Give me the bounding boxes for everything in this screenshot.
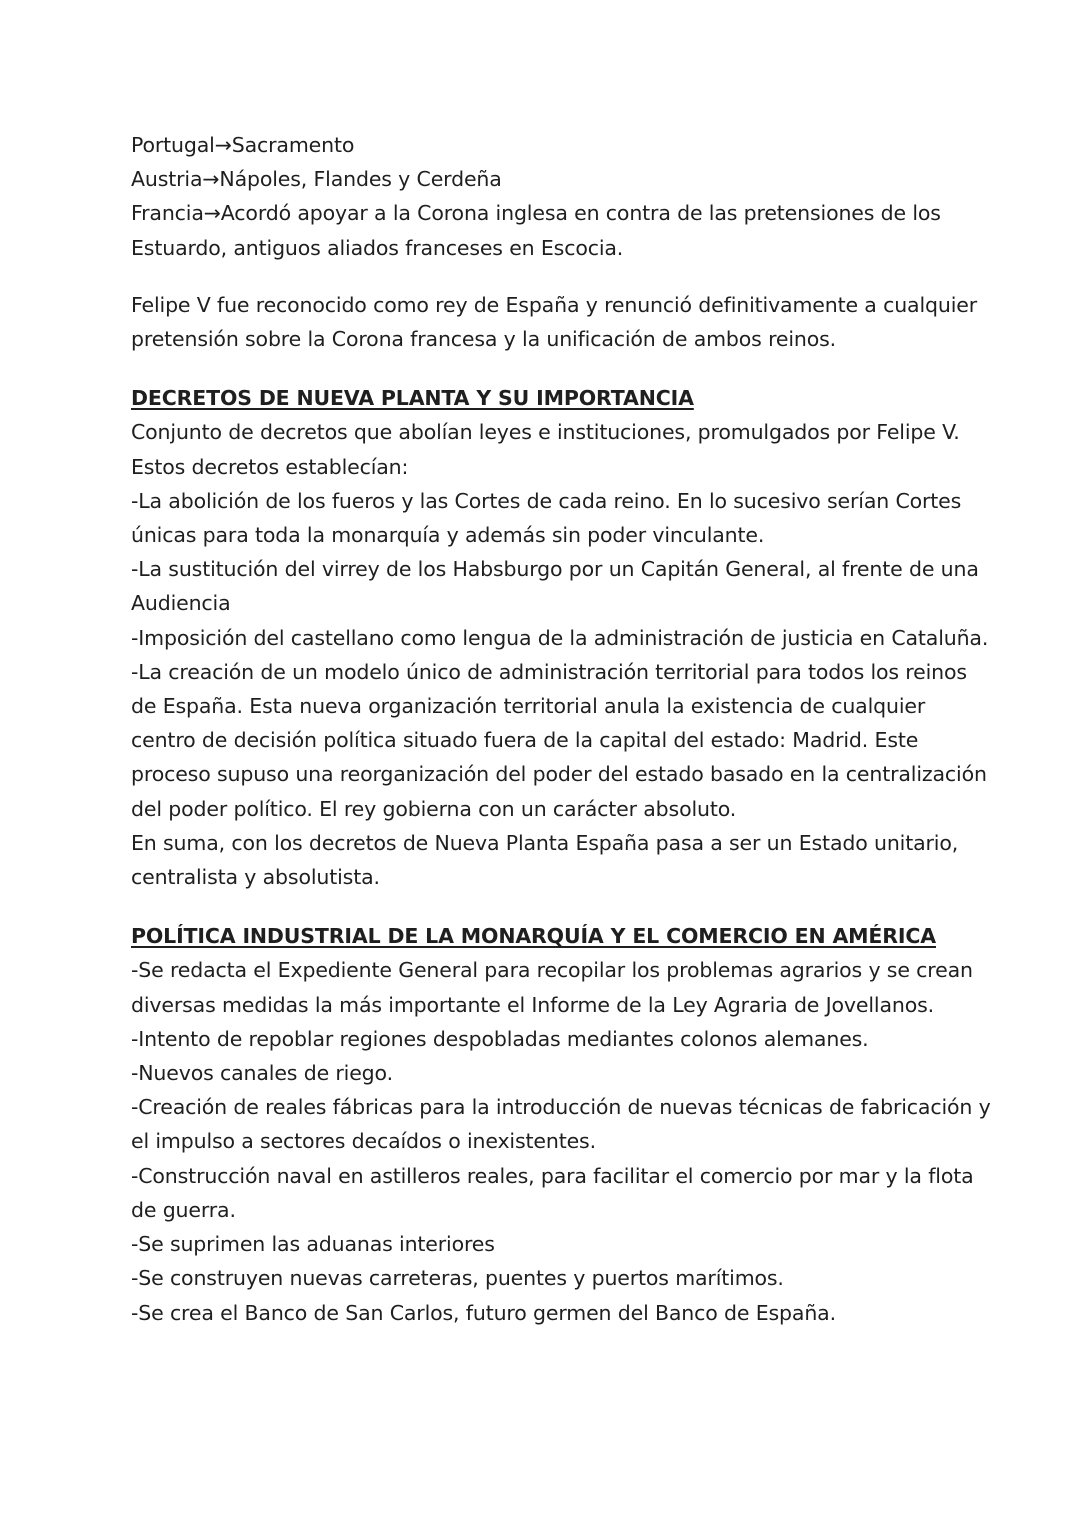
document-page	[131, 128, 991, 1330]
section-heading-politica: POLÍTICA INDUSTRIAL DE LA MONARQUÍA Y EL COMERCIO EN AMÉRICA	[131, 924, 937, 949]
body-line: -Intento de repoblar regiones despobladas mediantes colonos alemanes.	[131, 1026, 869, 1051]
body-line: únicas para toda la monarquía y además sin poder vinculante.	[131, 523, 765, 548]
paragraph-line: Felipe V fue reconocido como rey de España y renunció definitivamente a cualquier	[131, 292, 977, 317]
body-line: Audiencia	[131, 591, 231, 616]
section-heading-decretos: DECRETOS DE NUEVA PLANTA Y SU IMPORTANCIA	[131, 386, 694, 411]
treaty-list	[131, 128, 961, 265]
body-line: proceso supuso una reorganización del poder del estado basado en la centralización	[131, 762, 987, 787]
section-decretos	[131, 381, 989, 894]
body-line: -Creación de reales fábricas para la introducción de nuevas técnicas de fabricación y	[131, 1095, 991, 1120]
body-line: del poder político. El rey gobierna con un carácter absoluto.	[131, 796, 737, 821]
body-line: el impulso a sectores decaídos o inexistentes.	[131, 1129, 596, 1154]
body-line: -Se construyen nuevas carreteras, puentes y puertos marítimos.	[131, 1266, 784, 1291]
body-line: diversas medidas la más importante el Informe de la Ley Agraria de Jovellanos.	[131, 992, 935, 1017]
paragraph-line: pretensión sobre la Corona francesa y la unificación de ambos reinos.	[131, 327, 837, 352]
body-line: En suma, con los decretos de Nueva Planta España pasa a ser un Estado unitario,	[131, 830, 959, 855]
body-line: -Construcción naval en astilleros reales, para facilitar el comercio por mar y la flota	[131, 1163, 974, 1188]
body-line: Conjunto de decretos que abolían leyes e instituciones, promulgados por Felipe V.	[131, 420, 960, 445]
body-line: centro de decisión política situado fuera de la capital del estado: Madrid. Este	[131, 728, 919, 753]
body-line: -Imposición del castellano como lengua de la administración de justicia en Cataluña.	[131, 625, 989, 650]
body-line: -Nuevos canales de riego.	[131, 1061, 393, 1086]
body-line: -Se suprimen las aduanas interiores	[131, 1232, 495, 1257]
body-line: -La abolición de los fueros y las Cortes de cada reino. En lo sucesivo serían Cortes	[131, 488, 962, 513]
body-line: -Se redacta el Expediente General para recopilar los problemas agrarios y se crean	[131, 958, 973, 983]
body-line: de España. Esta nueva organización territorial anula la existencia de cualquier	[131, 694, 926, 719]
section-politica	[131, 919, 991, 1329]
body-line: Estos decretos establecían:	[131, 454, 409, 479]
body-line: centralista y absolutista.	[131, 865, 380, 890]
treaty-line-austria: Austria→Nápoles, Flandes y Cerdeña	[131, 167, 502, 192]
treaty-line-francia: Francia→Acordó apoyar a la Corona inglesa en contra de las pretensiones de los	[131, 201, 941, 226]
body-line: -La sustitución del virrey de los Habsburgo por un Capitán General, al frente de una	[131, 557, 979, 582]
body-line: -Se crea el Banco de San Carlos, futuro germen del Banco de España.	[131, 1300, 836, 1325]
body-line: de guerra.	[131, 1197, 236, 1222]
treaty-line-francia-cont: Estuardo, antiguos aliados franceses en Escocia.	[131, 235, 624, 260]
felipe-paragraph	[131, 288, 977, 356]
treaty-line-portugal: Portugal→Sacramento	[131, 133, 355, 157]
body-line: -La creación de un modelo único de administración territorial para todos los reinos	[131, 659, 967, 684]
